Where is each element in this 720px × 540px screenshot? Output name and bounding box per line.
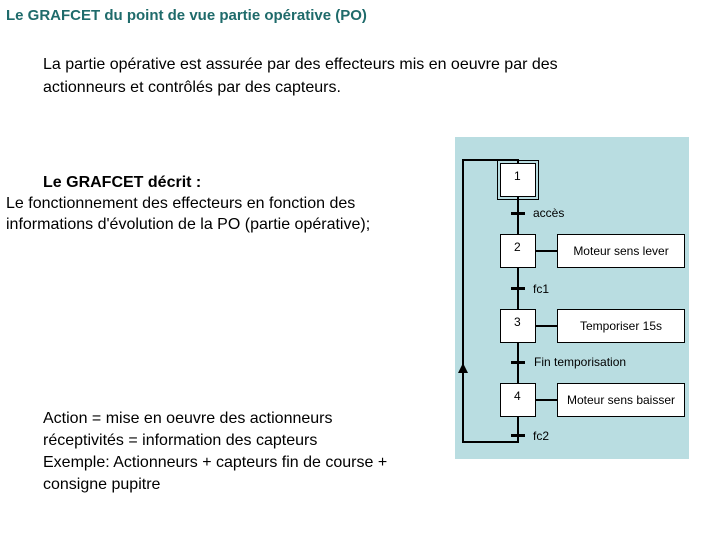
action-box: Moteur sens baisser	[557, 383, 685, 417]
transition-bar	[511, 361, 525, 364]
intro-line: La partie opérative est assurée par des effecteurs mis en oeuvre par des	[43, 56, 558, 73]
transition-label: Fin temporisation	[534, 355, 627, 369]
return-line-top	[462, 159, 519, 161]
step-number: 4	[514, 389, 521, 403]
step-number: 3	[514, 315, 521, 329]
return-line-left	[462, 159, 464, 441]
action-box: Temporiser 15s	[557, 309, 685, 343]
return-line-bottom	[462, 441, 519, 443]
action-link	[536, 325, 557, 327]
transition-bar	[511, 434, 525, 437]
step-number: 1	[514, 169, 521, 183]
transition-bar	[511, 287, 525, 290]
step-number: 2	[514, 240, 521, 254]
intro-paragraph	[43, 53, 643, 99]
definition-line: consigne pupitre	[43, 476, 161, 493]
definition-line: Action = mise en oeuvre des actionneurs	[43, 410, 333, 427]
describes-heading: Le GRAFCET décrit :	[43, 174, 202, 191]
transition-bar	[511, 212, 525, 215]
transition-label: fc1	[533, 282, 550, 296]
return-arrow-icon	[458, 363, 468, 373]
grafcet-step-4	[500, 383, 536, 417]
definitions-section	[43, 408, 387, 496]
intro-line: actionneurs et contrôlés par des capteurs.	[43, 79, 341, 96]
page-title: Le GRAFCET du point de vue partie opérative (PO)	[6, 7, 367, 24]
action-link	[536, 250, 557, 252]
transition-label: accès	[533, 206, 565, 220]
describes-line: informations d'évolution de la PO (partie opérative);	[6, 216, 371, 233]
grafcet-step-3	[500, 309, 536, 343]
definition-line: Exemple: Actionneurs + capteurs fin de course +	[43, 454, 388, 471]
action-box: Moteur sens lever	[557, 234, 685, 268]
transition-label: fc2	[533, 429, 550, 443]
describes-section	[6, 172, 370, 235]
action-link	[536, 399, 557, 401]
grafcet-diagram	[455, 137, 689, 459]
grafcet-step-1	[500, 163, 536, 197]
definition-line: réceptivités = information des capteurs	[43, 432, 318, 449]
describes-line: Le fonctionnement des effecteurs en fonction des	[6, 195, 356, 212]
grafcet-step-2	[500, 234, 536, 268]
